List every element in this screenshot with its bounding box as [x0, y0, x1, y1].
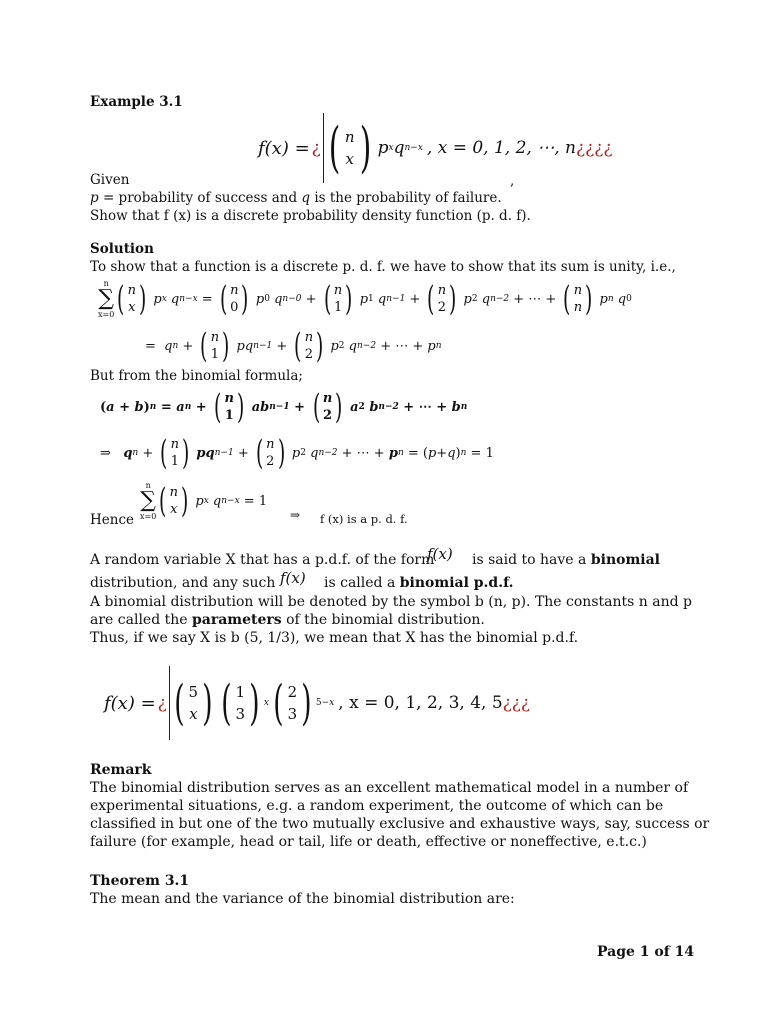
fx-symbol: f(x): [427, 545, 453, 563]
show-text: Show that f (x) is a discrete probability density function (p. d. f).: [90, 208, 531, 224]
formula2-tail: ¿¿¿: [502, 693, 531, 713]
page-number: Page 1 of 14: [597, 944, 695, 960]
solution-title: Solution: [90, 241, 154, 257]
para2-line2: are called the parameters of the binomial distribution.: [90, 612, 485, 628]
p-definition: p = probability of success and q is the probability of failure.: [90, 190, 502, 206]
remark-line: experimental situations, e.g. a random experiment, the outcome of which can be: [90, 798, 664, 814]
binomial-example-formula: f(x) = ¿ ( 5 x ) ( 1 3 ) x ( 2 3 ) 5−x , x = 0, 1, 2, 3, 4, 5 ¿¿¿: [104, 664, 530, 742]
binomial-intro: But from the binomial formula;: [90, 368, 303, 384]
fx-symbol-2: f(x): [280, 569, 306, 587]
formula-lhs: f(x) =: [258, 137, 310, 159]
given-label: Given: [90, 172, 130, 188]
para1-line2-start: distribution, and any such: [90, 575, 276, 591]
formula-tail: ¿¿¿¿: [575, 138, 613, 158]
para2-line3: Thus, if we say X is b (5, 1/3), we mean that X has the binomial p.d.f.: [90, 630, 579, 646]
formula-x-values: , x = 0, 1, 2, ⋯, n: [426, 138, 576, 158]
remark-line: The binomial distribution serves as an excellent mathematical model in a number of: [90, 780, 689, 796]
hence-label: Hence: [90, 512, 135, 528]
para2-line1: A binomial distribution will be denoted by the symbol b (n, p). The constants n and p: [90, 594, 692, 610]
example-title: Example 3.1: [90, 94, 183, 110]
solution-intro: To show that a function is a discrete p. d. f. we have to show that its sum is unity, i.e.,: [90, 259, 676, 275]
remark-line: classified in but one of the two mutually exclusive and exhaustive ways, say, success or: [90, 816, 710, 832]
theorem-title: Theorem 3.1: [90, 873, 190, 889]
remark-title: Remark: [90, 762, 152, 778]
formula-glyph: ¿: [311, 138, 321, 158]
implies-icon: ⇒: [290, 508, 301, 522]
theorem-text: The mean and the variance of the binomial distribution are:: [90, 891, 515, 907]
para1-line1-end: is said to have a binomial: [472, 552, 660, 568]
formula2-x-values: , x = 0, 1, 2, 3, 4, 5: [338, 693, 503, 713]
formula-p: p: [377, 138, 389, 158]
para1-line2-end: is called a binomial p.d.f.: [324, 575, 514, 591]
para1-line1-start: A random variable X that has a p.d.f. of the form: [90, 552, 435, 568]
hence-result: f (x) is a p. d. f.: [320, 512, 408, 526]
example-formula: f(x) = ¿ ( n x ) p x q n−x , x = 0, 1, 2, ⋯, n ¿¿¿¿: [258, 112, 612, 184]
sum-expansion-line1: n ∑ x=0 ( n x ) p x q n−x = ( n 0 ) p 0 q n−0 + ( n 1 ) p 1 q n−1 + ( n 2 ) p 2 q n−2 + ⋯ + ( n n ) p n q 0: [98, 279, 632, 319]
hence-sum: n ∑ x=0 ( n x ) p x q n−x = 1: [140, 481, 268, 521]
sum-expansion-line2: = q n + ( n 1 ) pq n−1 + ( n 2 ) p 2 q n−2 + ⋯ + p n: [145, 326, 442, 366]
remark-line: failure (for example, head or tail, life or death, effective or noneffective, e.t.c.): [90, 834, 647, 850]
binomial-formula: (a + b) n = a n + ( n 1 ) ab n−1 + ( n 2 ) a 2 b n−2 + ⋯ + b n: [100, 387, 468, 427]
implies-line: ⇒ q n + ( n 1 ) pq n−1 + ( n 2 ) p 2 q n−2 + ⋯ + p n = ( p + q ) n = 1: [100, 433, 494, 473]
